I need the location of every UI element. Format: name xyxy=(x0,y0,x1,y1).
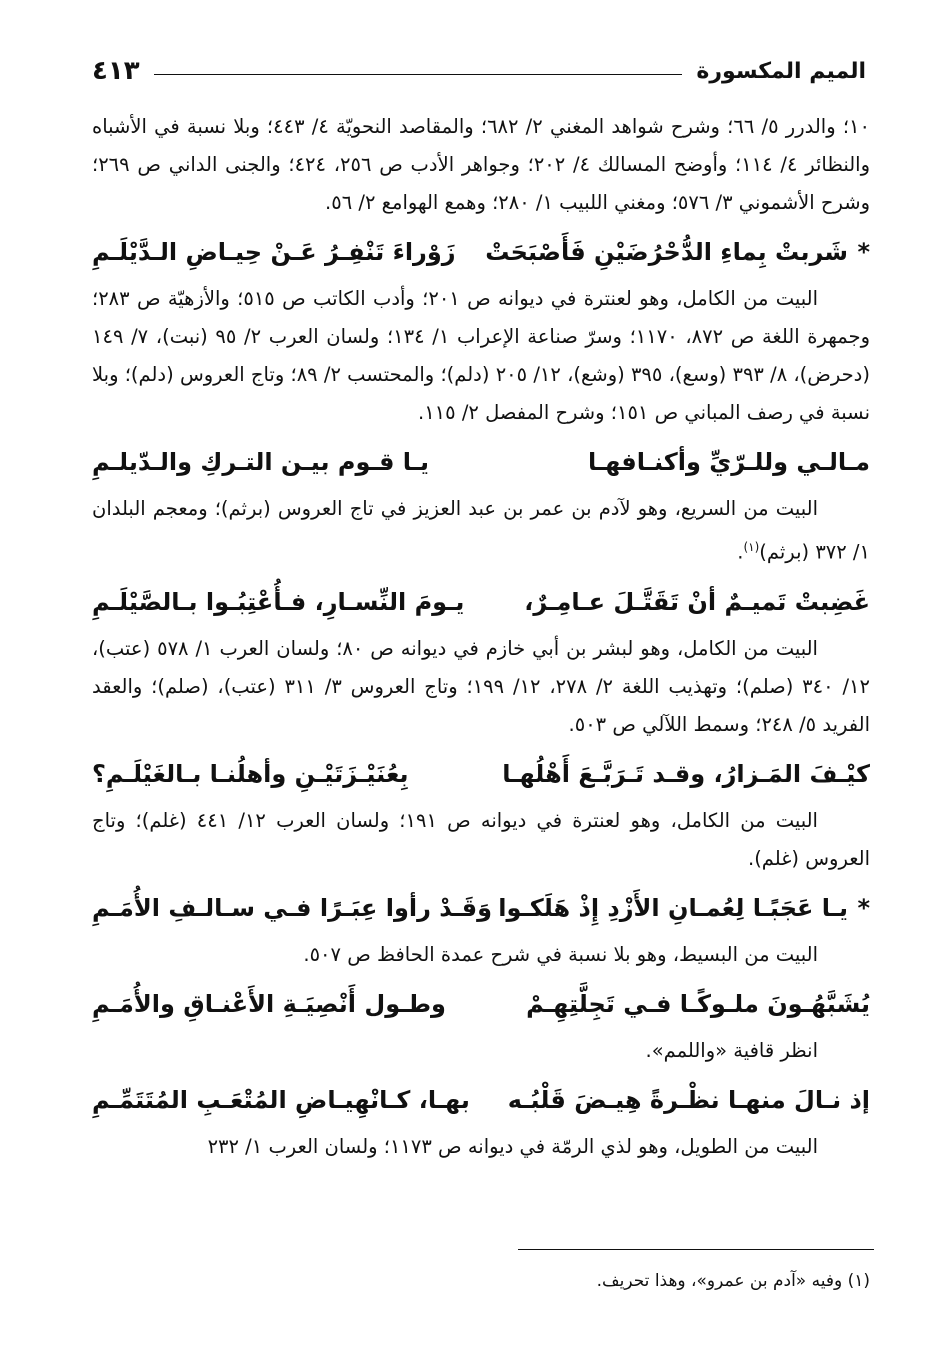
prose-paragraph: البيت من البسيط، وهو بلا نسبة في شرح عمدة الحافظ ص ٥٠٧. xyxy=(303,942,818,966)
chapter-title: الميم المكسورة xyxy=(696,58,866,84)
footnote-rule xyxy=(518,1249,874,1250)
verse-line xyxy=(92,434,870,490)
verse-line xyxy=(92,746,870,802)
verse-line xyxy=(92,880,870,936)
verse-line xyxy=(92,976,870,1032)
verse-first-hemistich: إذ نـالَ منهـا نظْـرةً هِيـضَ قَلْبُـه xyxy=(507,1085,870,1114)
verse-second-hemistich: يـومَ النِّسـارِ، فـأُعْتِبُـوا بـالصَّيْلَـمِ xyxy=(92,587,465,616)
verse-line xyxy=(92,574,870,630)
running-header xyxy=(92,48,866,94)
verse-first-hemistich: غَضِبتْ تَميـمٌ أنْ تَقَتَّـلَ عـامِـرٌ، xyxy=(524,587,870,616)
verse-star-marker: * xyxy=(857,893,870,922)
verse-second-hemistich: زَوْراءَ تَنْفِـرُ عَـنْ حِيـاضِ الـدَّيْلَـمِ xyxy=(92,238,456,266)
prose-text: البيت من السريع، وهو لآدم بن عمر بن عبد العزيز في تاج العروس (برثم)؛ ومعجم البلدان ١/ ٣٧٢ (برثم) xyxy=(92,497,870,564)
footnote-ref: (١) xyxy=(743,540,760,554)
verse-line xyxy=(92,224,870,280)
verse-first-hemistich: مـالـي وللـرّيِّ وأكنـافهـا xyxy=(587,448,870,476)
prose-paragraph: البيت من الكامل، وهو لعنترة في ديوانه ص ١٩١؛ ولسان العرب ١٢/ ٤٤١ (غلم)؛ وتاج العروس (غلم). xyxy=(92,808,870,870)
verse-second-hemistich: وطـول أَنْصِيَـةِ الأَعْنـاقِ والأُمَـمِ xyxy=(92,989,446,1018)
verse-second-hemistich: بهـا، كـانْهِيـاضِ المُتْعَـبِ المُتَتَمِّـمِ xyxy=(92,1085,470,1114)
prose-paragraph xyxy=(92,490,870,572)
prose-paragraph: البيت من الطويل، وهو لذي الرمّة في ديوانه ص ١١٧٣؛ ولسان العرب ١/ ٢٣٢ xyxy=(207,1134,818,1158)
verse-second-hemistich: بِعُنَيْـزَتَيْـنِ وأهلُنـا بـالغَيْلَـمِ؟ xyxy=(92,759,409,788)
prose-tail: . xyxy=(737,540,744,564)
verse-first-hemistich: شَربتْ بِماءِ الدُّحْرُضَيْنِ فَأَصْبَحَتْ xyxy=(485,238,848,266)
verse-first-hemistich: يـا عَجَبًـا لِعُمـانِ الأَزْدِ إِذْ هَلَكـوا xyxy=(498,893,848,922)
verse-second-hemistich: يـا قـوم بيـن التـركِ والـدّيلـمِ xyxy=(92,448,430,476)
page-body xyxy=(92,108,870,1166)
prose-paragraph: انظر قافية «واللمم». xyxy=(645,1038,818,1062)
verse-first-hemistich: كيْـفَ المَـزارُ، وقـد تَـرَبَّـعَ أَهْلُهـا xyxy=(502,759,870,788)
prose-paragraph: البيت من الكامل، وهو لعنترة في ديوانه ص ٢٠١؛ وأدب الكاتب ص ٥١٥؛ والأزهيّة ص ٢٨٣؛ وجمهرة اللغة ص ٨٧٢، ١١٧٠؛ وسرّ صناعة الإعراب ١/ ١٣٤؛ ولسان العرب ٢/ ٩٥ (نبت)، ٧/ ١٤٩ (دحرض)، ٨/ ٣٩٣ (وسع)، ٣٩٥ (وشع)، ١٢/ ٢٠٥ (دلم)؛ والمحتسب ٢/ ٨٩؛ وتاج العروس (دلم)؛ وبلا نسبة في رصف المباني ص ١٥١؛ وشرح المفصل ٢/ ١١٥. xyxy=(92,287,870,424)
verse-second-hemistich: وَقَـدْ رأوا عِبَـرًا فـي سـالـفِ الأُمَـمِ xyxy=(92,893,493,922)
prose-paragraph: ١٠؛ والدرر ٥/ ٦٦؛ وشرح شواهد المغني ٢/ ٦٨٢؛ والمقاصد النحويّة ٤/ ٤٤٣؛ وبلا نسبة في الأشباه والنظائر ٤/ ١١٤؛ وأوضح المسالك ٤/ ٢٠٢؛ وجواهر الأدب ص ٢٥٦، ٤٢٤؛ والجنى الداني ص ٢٦٩؛ وشرح الأشموني ٣/ ٥٧٦؛ ومغني اللبيب ١/ ٢٨٠؛ وهمع الهوامع ٢/ ٥٦. xyxy=(92,115,870,214)
footnote: (١) وفيه «آدم بن عمرو»، وهذا تحريف. xyxy=(596,1271,870,1291)
verse-line xyxy=(92,1072,870,1128)
verse-star-marker: * xyxy=(857,238,870,266)
prose-paragraph: البيت من الكامل، وهو لبشر بن أبي خازم في ديوانه ص ٨٠؛ ولسان العرب ١/ ٥٧٨ (عتب)، ١٢/ ٣٤٠ (صلم)؛ وتهذيب اللغة ٢/ ٢٧٨، ١٢/ ١٩٩؛ وتاج العروس ٣/ ٣١١ (عتب)، (صلم)؛ والعقد الفريد ٥/ ٢٤٨؛ وسمط اللآلي ص ٥٠٣. xyxy=(92,636,870,736)
verse-first-hemistich: يُشَبَّهُـونَ ملـوكًـا فـي تَجِلَّتِهِـمْ xyxy=(526,989,870,1018)
page-number: ٤١٣ xyxy=(92,56,140,86)
header-rule xyxy=(154,74,683,75)
